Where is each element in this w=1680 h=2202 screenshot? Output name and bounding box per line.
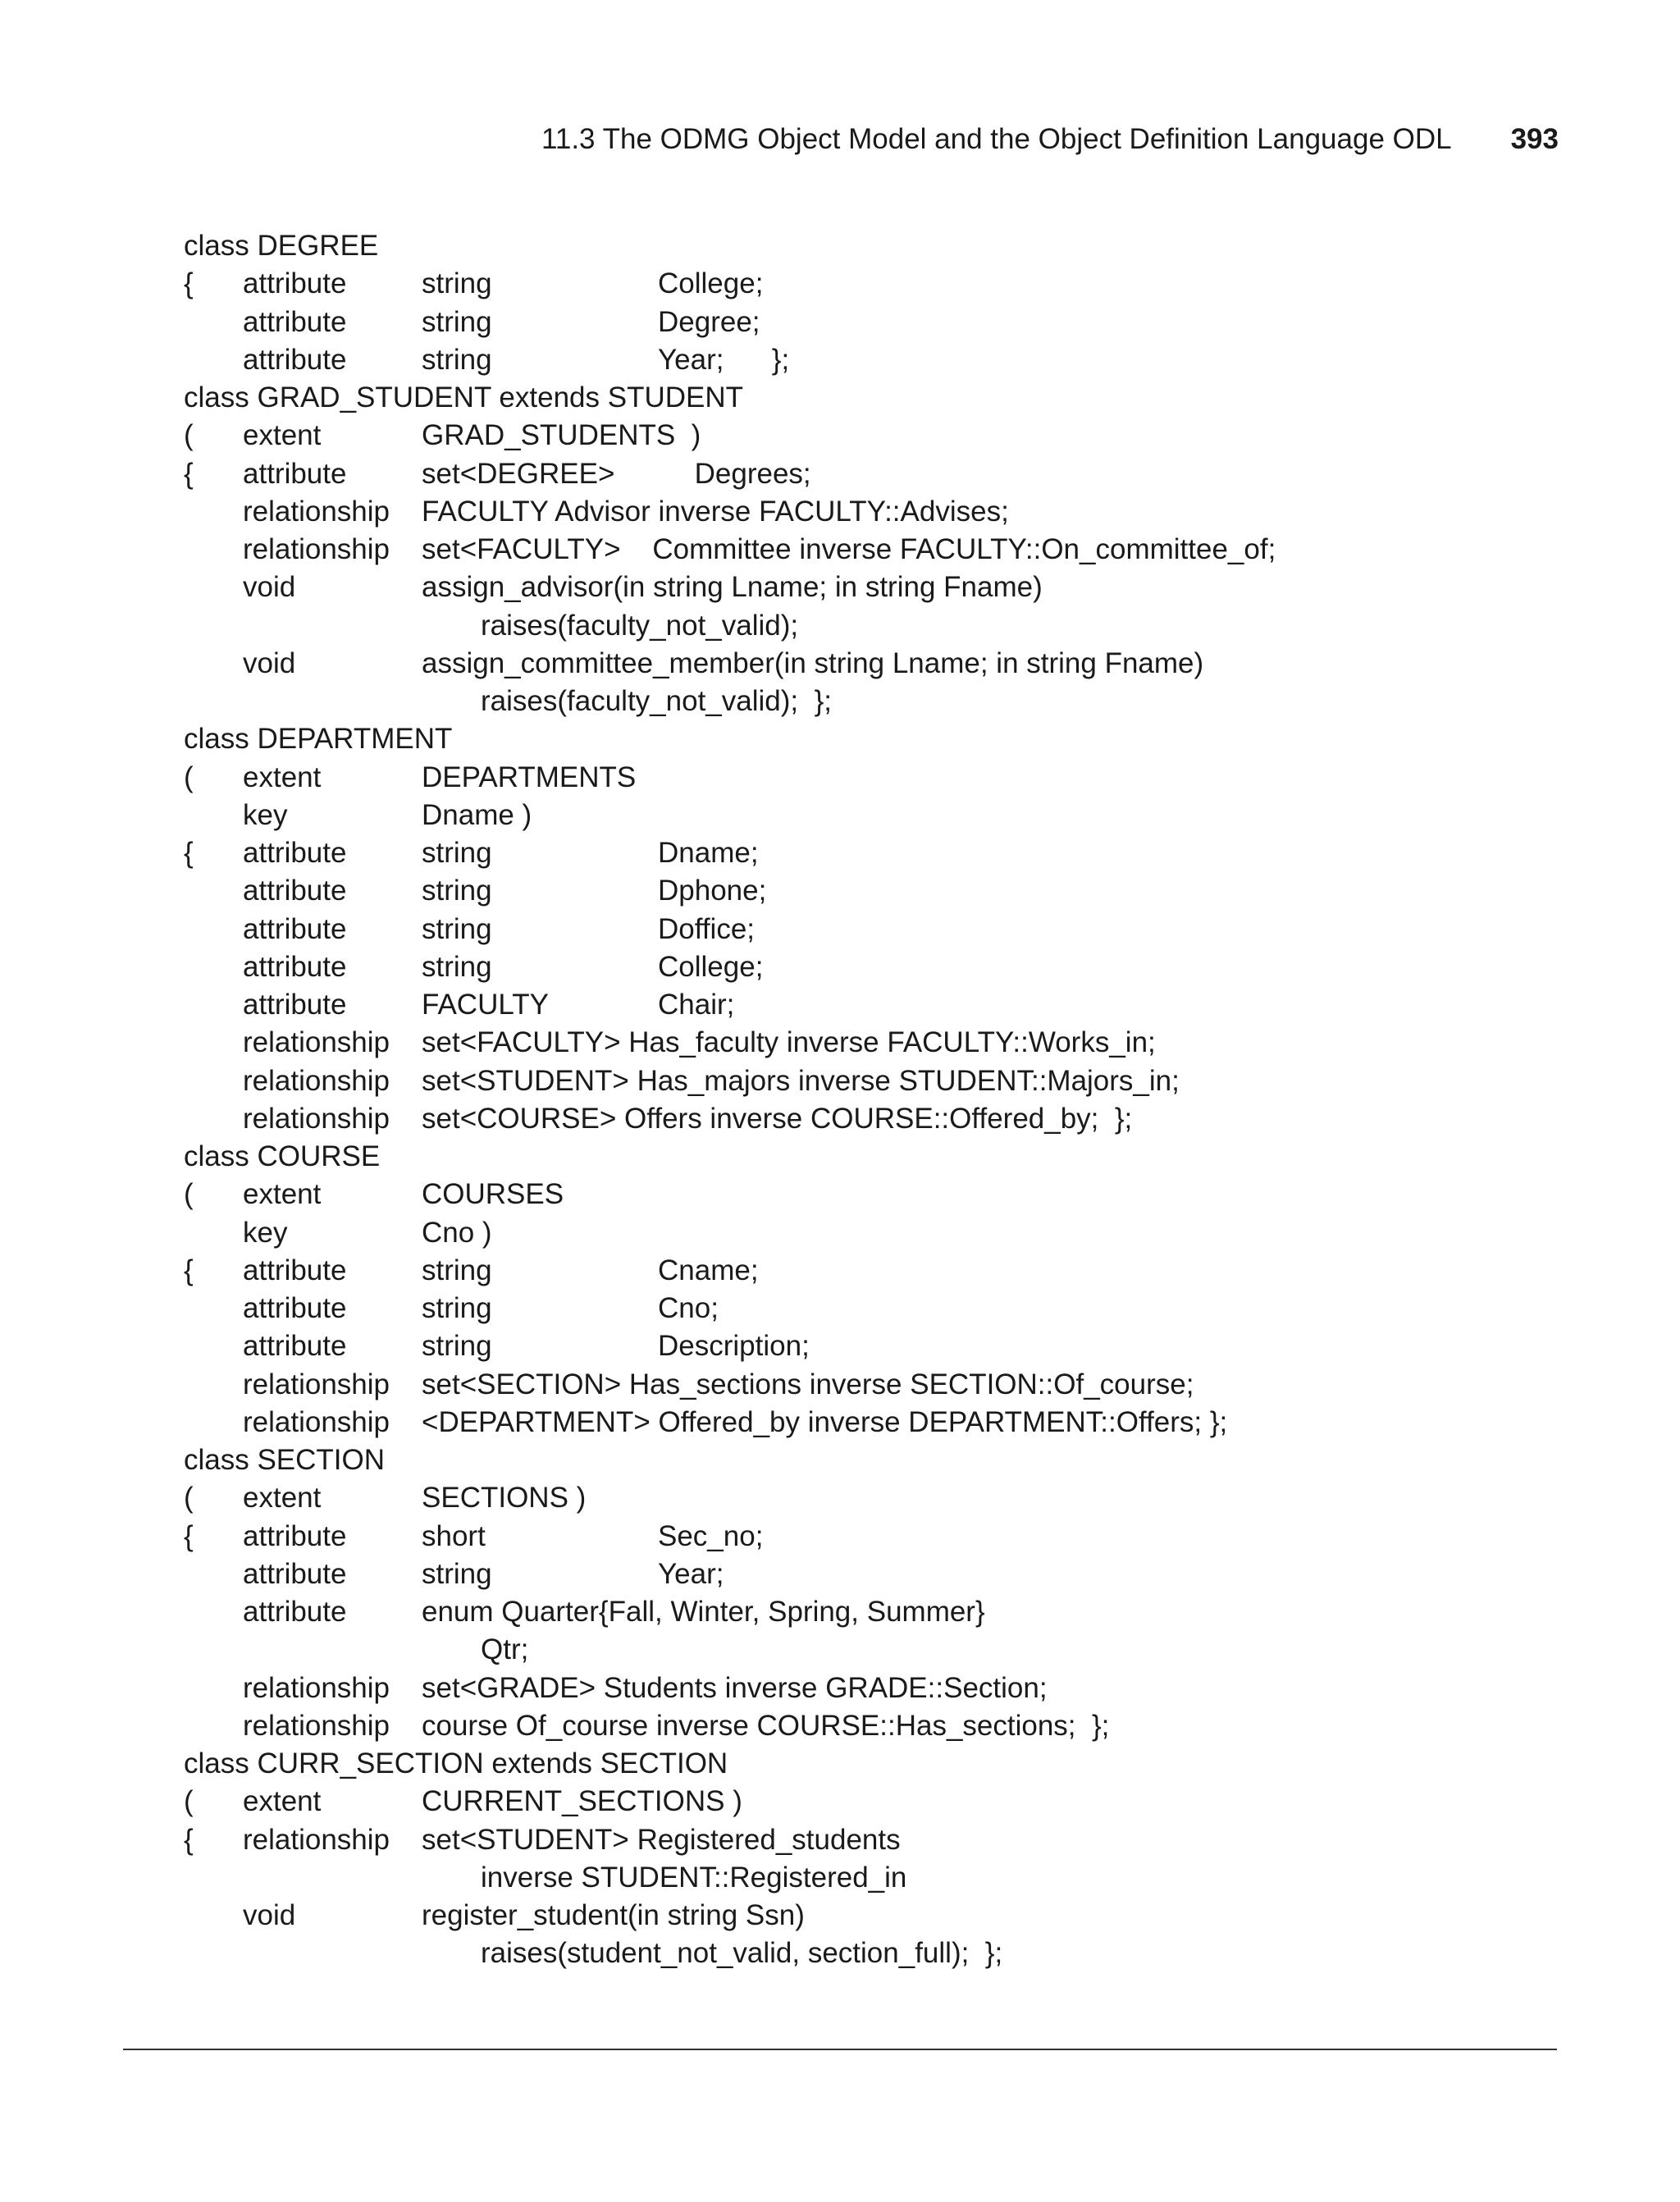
code-token: set<DEGREE> Degrees; xyxy=(422,457,811,490)
code-token: relationship xyxy=(243,1102,390,1135)
code-token: attribute xyxy=(243,1519,347,1552)
code-token: attribute xyxy=(243,837,347,869)
code-line xyxy=(184,265,1562,303)
code-token: string xyxy=(422,1330,492,1363)
code-token: class COURSE xyxy=(184,1140,381,1172)
code-token: string xyxy=(422,305,492,338)
code-token: attribute xyxy=(243,1330,347,1363)
code-token: void xyxy=(243,571,296,604)
code-line xyxy=(184,1897,1562,1935)
code-line xyxy=(184,1593,1562,1631)
code-token: { xyxy=(184,1519,194,1552)
code-token: raises(student_not_valid, section_full); }; xyxy=(481,1937,1003,1970)
code-line xyxy=(184,1327,1562,1365)
code-token: relationship xyxy=(243,1823,390,1856)
code-token: Dphone; xyxy=(658,875,767,907)
code-line xyxy=(184,569,1562,606)
code-line xyxy=(184,607,1562,645)
code-line xyxy=(184,720,1562,758)
code-token: Year; }; xyxy=(658,343,790,376)
code-token: College; xyxy=(658,950,764,983)
code-line xyxy=(184,797,1562,834)
code-token: GRAD_STUDENTS ) xyxy=(422,419,701,452)
code-line xyxy=(184,1290,1562,1327)
code-line xyxy=(184,1479,1562,1517)
code-token: attribute xyxy=(243,950,347,983)
code-token: relationship xyxy=(243,1368,390,1400)
code-line xyxy=(184,1707,1562,1745)
code-token: set<FACULTY> Committee inverse FACULTY::On_committee_of; xyxy=(422,533,1276,565)
code-token: Doffice; xyxy=(658,912,756,945)
code-token: short xyxy=(422,1519,486,1552)
code-token: Degree; xyxy=(658,305,760,338)
code-token: Description; xyxy=(658,1330,810,1363)
code-token: extent xyxy=(243,419,322,452)
code-token: set<STUDENT> Has_majors inverse STUDENT::Majors_in; xyxy=(422,1064,1180,1097)
code-token: attribute xyxy=(243,875,347,907)
code-token: Sec_no; xyxy=(658,1519,764,1552)
code-token: Qtr; xyxy=(481,1633,529,1666)
code-token: { xyxy=(184,267,194,300)
code-token: class CURR_SECTION extends SECTION xyxy=(184,1747,728,1779)
code-line xyxy=(184,911,1562,948)
code-token: ( xyxy=(184,419,194,452)
code-line xyxy=(184,1821,1562,1859)
code-token: SECTIONS ) xyxy=(422,1482,587,1514)
code-token: Dname; xyxy=(658,837,759,869)
code-token: ( xyxy=(184,761,194,793)
code-token: void xyxy=(243,1899,296,1931)
code-token: void xyxy=(243,646,296,679)
code-line xyxy=(184,1404,1562,1441)
code-line xyxy=(184,304,1562,341)
code-token: enum Quarter{Fall, Winter, Spring, Summer} xyxy=(422,1596,985,1628)
code-line xyxy=(184,1783,1562,1821)
code-token: string xyxy=(422,267,492,300)
code-line xyxy=(184,986,1562,1024)
code-token: set<FACULTY> Has_faculty inverse FACULTY::Works_in; xyxy=(422,1026,1156,1059)
code-token: Cname; xyxy=(658,1254,759,1286)
code-token: string xyxy=(422,950,492,983)
code-token: extent xyxy=(243,1482,322,1514)
code-line xyxy=(184,1176,1562,1213)
code-line xyxy=(184,493,1562,531)
code-line xyxy=(184,379,1562,417)
code-token: attribute xyxy=(243,457,347,490)
code-token: { xyxy=(184,837,194,869)
code-token: relationship xyxy=(243,1671,390,1704)
code-token: relationship xyxy=(243,1709,390,1742)
code-token: extent xyxy=(243,1785,322,1818)
code-line xyxy=(184,1631,1562,1669)
code-token: ( xyxy=(184,1482,194,1514)
code-token: class SECTION xyxy=(184,1444,386,1476)
code-token: CURRENT_SECTIONS ) xyxy=(422,1785,742,1818)
code-token: assign_committee_member(in string Lname; in string Fname) xyxy=(422,646,1204,679)
code-token: ( xyxy=(184,1785,194,1818)
code-line xyxy=(184,948,1562,986)
code-line xyxy=(184,1062,1562,1100)
code-line xyxy=(184,455,1562,493)
code-token: DEPARTMENTS xyxy=(422,761,637,793)
code-line xyxy=(184,834,1562,872)
code-token: Dname ) xyxy=(422,798,532,831)
code-line xyxy=(184,531,1562,569)
code-line xyxy=(184,645,1562,683)
code-line xyxy=(184,1100,1562,1138)
code-line xyxy=(184,1441,1562,1479)
code-token: FACULTY xyxy=(422,989,549,1021)
code-token: extent xyxy=(243,761,322,793)
code-line xyxy=(184,759,1562,797)
code-token: Year; xyxy=(658,1557,724,1590)
code-token: relationship xyxy=(243,495,390,528)
code-line xyxy=(184,1366,1562,1404)
code-token: attribute xyxy=(243,343,347,376)
code-line xyxy=(184,1935,1562,1972)
code-token: course Of_course inverse COURSE::Has_sections; }; xyxy=(422,1709,1110,1742)
code-token: assign_advisor(in string Lname; in string Fname) xyxy=(422,571,1043,604)
code-line xyxy=(184,1138,1562,1176)
code-token: FACULTY Advisor inverse FACULTY::Advises; xyxy=(422,495,1009,528)
code-token: string xyxy=(422,1557,492,1590)
code-token: inverse STUDENT::Registered_in xyxy=(481,1861,907,1894)
code-token: set<COURSE> Offers inverse COURSE::Offered_by; }; xyxy=(422,1102,1133,1135)
code-token: { xyxy=(184,457,194,490)
running-head xyxy=(0,121,1559,158)
code-token: attribute xyxy=(243,989,347,1021)
code-token: string xyxy=(422,837,492,869)
code-line xyxy=(184,227,1562,265)
code-token: <DEPARTMENT> Offered_by inverse DEPARTMENT::Offers; }; xyxy=(422,1405,1228,1438)
code-line xyxy=(184,1745,1562,1783)
footer-rule xyxy=(123,2049,1557,2050)
code-token: attribute xyxy=(243,267,347,300)
code-token: relationship xyxy=(243,1026,390,1059)
code-token: COURSES xyxy=(422,1178,564,1211)
code-token: class DEPARTMENT xyxy=(184,723,453,756)
code-token: relationship xyxy=(243,1064,390,1097)
running-head-title: 11.3 The ODMG Object Model and the Object Definition Language ODL xyxy=(541,123,1452,155)
code-token: Cno; xyxy=(658,1292,719,1324)
code-token: attribute xyxy=(243,1292,347,1324)
code-token: string xyxy=(422,1254,492,1286)
code-token: key xyxy=(243,798,288,831)
page-number: 393 xyxy=(1510,123,1559,155)
code-token: set<STUDENT> Registered_students xyxy=(422,1823,901,1856)
code-token: attribute xyxy=(243,1557,347,1590)
code-token: raises(faculty_not_valid); }; xyxy=(481,685,832,717)
code-line xyxy=(184,1252,1562,1290)
code-token: register_student(in string Ssn) xyxy=(422,1899,805,1931)
code-token: attribute xyxy=(243,1254,347,1286)
code-line xyxy=(184,341,1562,379)
code-token: string xyxy=(422,912,492,945)
code-line xyxy=(184,1518,1562,1556)
code-token: { xyxy=(184,1823,194,1856)
code-line xyxy=(184,1670,1562,1707)
code-token: Cno ) xyxy=(422,1216,492,1249)
code-token: string xyxy=(422,875,492,907)
code-line xyxy=(184,1556,1562,1593)
code-token: { xyxy=(184,1254,194,1286)
code-token: attribute xyxy=(243,305,347,338)
code-token: set<GRADE> Students inverse GRADE::Section; xyxy=(422,1671,1048,1704)
code-token: key xyxy=(243,1216,288,1249)
code-token: attribute xyxy=(243,912,347,945)
code-line xyxy=(184,417,1562,455)
code-token: set<SECTION> Has_sections inverse SECTION::Of_course; xyxy=(422,1368,1194,1400)
code-token: extent xyxy=(243,1178,322,1211)
code-line xyxy=(184,1859,1562,1897)
code-token: attribute xyxy=(243,1596,347,1628)
code-token: ( xyxy=(184,1178,194,1211)
odl-code-listing xyxy=(184,227,1562,1973)
code-token: College; xyxy=(658,267,764,300)
code-line xyxy=(184,1214,1562,1252)
code-token: class DEGREE xyxy=(184,230,379,262)
code-token: class GRAD_STUDENT extends STUDENT xyxy=(184,381,744,413)
code-line xyxy=(184,872,1562,910)
code-token: relationship xyxy=(243,533,390,565)
code-token: relationship xyxy=(243,1405,390,1438)
code-line xyxy=(184,1024,1562,1062)
code-token: string xyxy=(422,343,492,376)
code-token: string xyxy=(422,1292,492,1324)
code-line xyxy=(184,683,1562,720)
code-token: raises(faculty_not_valid); xyxy=(481,609,799,642)
code-token: Chair; xyxy=(658,989,735,1021)
